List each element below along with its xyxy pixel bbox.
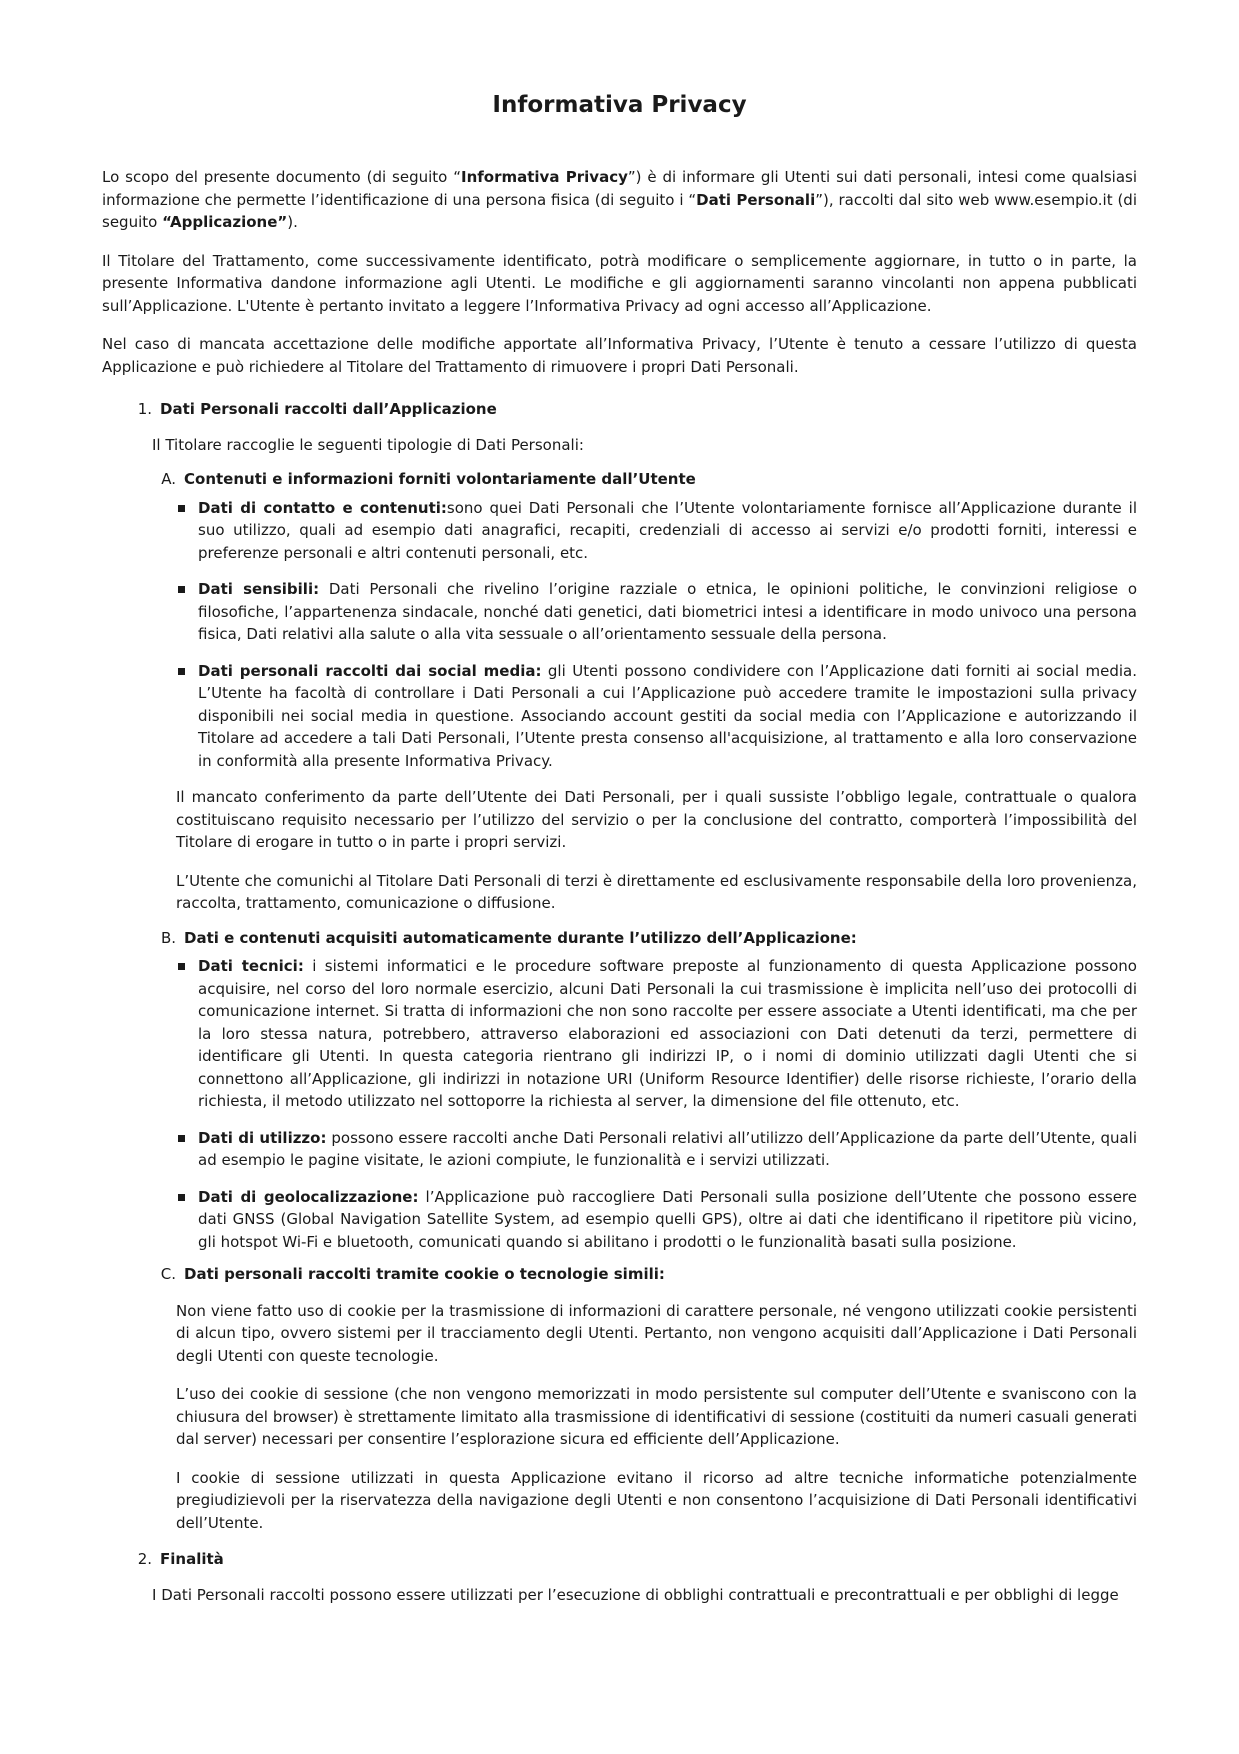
intro-text: ”), raccolti dal sito web www.esempio.it (di seguito [102,190,1137,231]
subsection-a-list [176,497,1137,773]
bullet-square-icon [178,668,185,675]
item-label: Dati tecnici: [198,957,304,975]
list-item [176,1186,1137,1254]
subsection-c-paragraph-3: I cookie di sessione utilizzati in questa Applicazione evitano il ricorso ad altre tecniche informatiche potenzialmente pregiudizievoli per la riservatezza della navigazione degli Utenti e non consentono l’acquisizione di Dati Personali identificativi dell’Utente. [176,1468,1137,1532]
intro-text: Lo scopo del presente documento (di seguito “ [102,168,461,186]
section-2-paragraph-1: I Dati Personali raccolti possono essere utilizzati per l’esecuzione di obblighi contrattuali e precontrattuali e per obblighi di legge [152,1585,1119,1604]
subsection-title: Contenuti e informazioni forniti volontariamente dall’Utente [184,470,696,488]
intro-paragraph-3: Nel caso di mancata accettazione delle modifiche apportate all’Informativa Privacy, l’Utente è tenuto a cessare l’utilizzo di questa Applicazione e può richiedere al Titolare del Trattamento di rimuovere i propri Dati Personali. [102,335,1137,376]
subsection-letter: A. [161,470,176,488]
list-item [176,497,1137,565]
item-text: Dati Personali che rivelino l’origine razziale o etnica, le opinioni politiche, le convinzioni religiose o filosofiche, l’appartenenza sindacale, nonché dati genetici, dati biometrici intesi a identificare in modo univoco una persona fisica, Dati relativi alla salute o alla vita sessuale o all’orientamento sessuale della persona. [198,580,1138,643]
subsection-letter: C. [160,1265,176,1283]
item-label: Dati personali raccolti dai social media: [198,661,542,680]
list-item [176,660,1137,773]
item-text: i sistemi informatici e le procedure software preposte al funzionamento di questa Applicazione possono acquisire, nel corso del loro normale esercizio, alcuni Dati Personali la cui trasmissione è implicita nell’uso dei protocolli di comunicazione internet. Si tratta di informazioni che non sono raccolte per essere associate a Utenti identificati, ma che per la loro stessa natura, potrebbero, attraverso elaborazioni ed associazioni con Dati detenuti da terzi, permettere di identificare gli Utenti. In questa categoria rientrano gli indirizzi IP, o i nomi di dominio utilizzati dagli Utenti che si connettono all’Applicazione, gli indirizzi in notazione URI (Uniform Resource Identifier) delle risorse richieste, l’orario della richiesta, il metodo utilizzato nel sottoporre la richiesta al server, la dimensione del file ottenuto, etc. [198,957,1137,1110]
item-text: gli Utenti possono condividere con l’Applicazione dati forniti ai social media. L’Utente ha facoltà di controllare i Dati Personali a cui l’Applicazione può accedere tramite le impostazioni sulla privacy disponibili nei social media in questione. Associando account gestiti da social media con l’Applicazione e autorizzando il Titolare ad accedere a tali Dati Personali, l’Utente presta consenso all'acquisizione, al trattamento e alla loro conservazione in conformità alla presente Informativa Privacy. [198,661,1137,770]
subsection-title: Dati personali raccolti tramite cookie o tecnologie simili: [184,1265,665,1283]
term-dati-personali: Dati Personali [696,190,816,209]
item-label: Dati di utilizzo: [198,1128,327,1147]
intro-paragraph-1 [102,166,1137,234]
subsection-b-list [176,955,1137,1253]
subsection-c-heading [102,1263,1137,1286]
subsection-a-paragraph-2: L’Utente che comunichi al Titolare Dati Personali di terzi è direttamente ed esclusivamente responsabile della loro provenienza, raccolta, trattamento, comunicazione o diffusione. [176,871,1137,912]
subsection-letter: B. [160,928,176,947]
intro-text: ). [287,213,298,231]
subsection-a [102,468,1137,915]
intro-paragraph-2: Il Titolare del Trattamento, come successivamente identificato, potrà modificare o semplicemente aggiornare, in tutto o in parte, la presente Informativa dandone informazione agli Utenti. Le modifiche e gli aggiornamenti saranno vincolanti non appena pubblicati sull’Applicazione. L'Utente è pertanto invitato a leggere l’Informativa Privacy ad ogni accesso all’Applicazione. [102,251,1137,315]
subsection-a-paragraph-1: Il mancato conferimento da parte dell’Utente dei Dati Personali, per i quali sussiste l’obbligo legale, contrattuale o qualora costituiscano requisito necessario per l’utilizzo del servizio o per la conclusione del contratto, comporterà l’impossibilità del Titolare di erogare in tutto o in parte i propri servizi. [176,788,1137,851]
item-text: possono essere raccolti anche Dati Personali relativi all’utilizzo dell’Applicazione da parte dell’Utente, quali ad esempio le pagine visitate, le azioni compiute, le funzionalità e i servizi utilizzati. [198,1128,1138,1169]
list-item [176,1127,1137,1172]
bullet-square-icon [178,505,185,512]
subsection-c-paragraph-2: L’uso dei cookie di sessione (che non vengono memorizzati in modo persistente sul computer dell’Utente e svaniscono con la chiusura del browser) è strettamente limitato alla trasmissione di identificativi di sessione (costituiti da numeri casuali generati dal server) necessari per consentire l’esplorazione sicura ed efficiente dell’Applicazione. [176,1385,1137,1448]
section-1 [102,398,1137,1534]
subsection-a-heading [102,468,1137,491]
bullet-square-icon [178,586,185,593]
subsection-c-paragraph-1: Non viene fatto uso di cookie per la trasmissione di informazioni di carattere personale, né vengono utilizzati cookie persistenti di alcun tipo, ovvero sistemi per il tracciamento degli Utenti. Pertanto, non vengono acquisiti dall’Applicazione i Dati Personali degli Utenti con queste tecnologie. [176,1301,1137,1365]
item-label: Dati di contatto e contenuti: [198,498,447,517]
list-item [176,578,1137,646]
bullet-square-icon [178,1135,185,1142]
section-number: 1. [137,400,152,418]
section-1-heading [102,398,1137,421]
section-2 [102,1548,1137,1606]
subsection-title: Dati e contenuti acquisiti automaticamente durante l’utilizzo dell’Applicazione: [184,928,857,947]
intro-text: ”) è di informare gli Utenti sui dati personali, intesi come qualsiasi informazione che permette l’identificazione di una persona fisica (di seguito i “ [102,168,1138,209]
subsection-b-heading [102,927,1137,950]
bullet-square-icon [178,1194,185,1201]
item-label: Dati di geolocalizzazione: [198,1187,419,1206]
term-informativa-privacy: Informativa Privacy [460,168,628,186]
section-title: Finalità [160,1550,224,1568]
term-applicazione: “Applicazione” [162,213,288,231]
bullet-square-icon [178,963,185,970]
section-2-heading [102,1548,1137,1571]
subsection-c [102,1263,1137,1534]
list-item [176,955,1137,1113]
section-number: 2. [137,1550,152,1568]
item-text: l’Applicazione può raccogliere Dati Personali sulla posizione dell’Utente che possono essere dati GNSS (Global Navigation Satellite System, ad esempio quelli GPS), oltre ai dati che identificano il ripetitore più vicino, gli hotspot Wi-Fi e bluetooth, comunicati quando si abilitano i prodotti o le funzionalità basati sulla posizione. [198,1187,1137,1251]
item-label: Dati sensibili: [198,580,320,598]
page-title: Informativa Privacy [492,92,747,118]
subsection-b [102,927,1137,1254]
section-title: Dati Personali raccolti dall’Applicazione [160,400,497,418]
item-text: sono quei Dati Personali che l’Utente volontariamente fornisce all’Applicazione durante il suo utilizzo, quali ad esempio dati anagrafici, recapiti, credenziali di accesso ai servizi e/o prodotti forniti, interessi e preferenze personali e altri contenuti personali, etc. [198,498,1137,562]
section-1-lead: Il Titolare raccoglie le seguenti tipologie di Dati Personali: [152,435,584,454]
